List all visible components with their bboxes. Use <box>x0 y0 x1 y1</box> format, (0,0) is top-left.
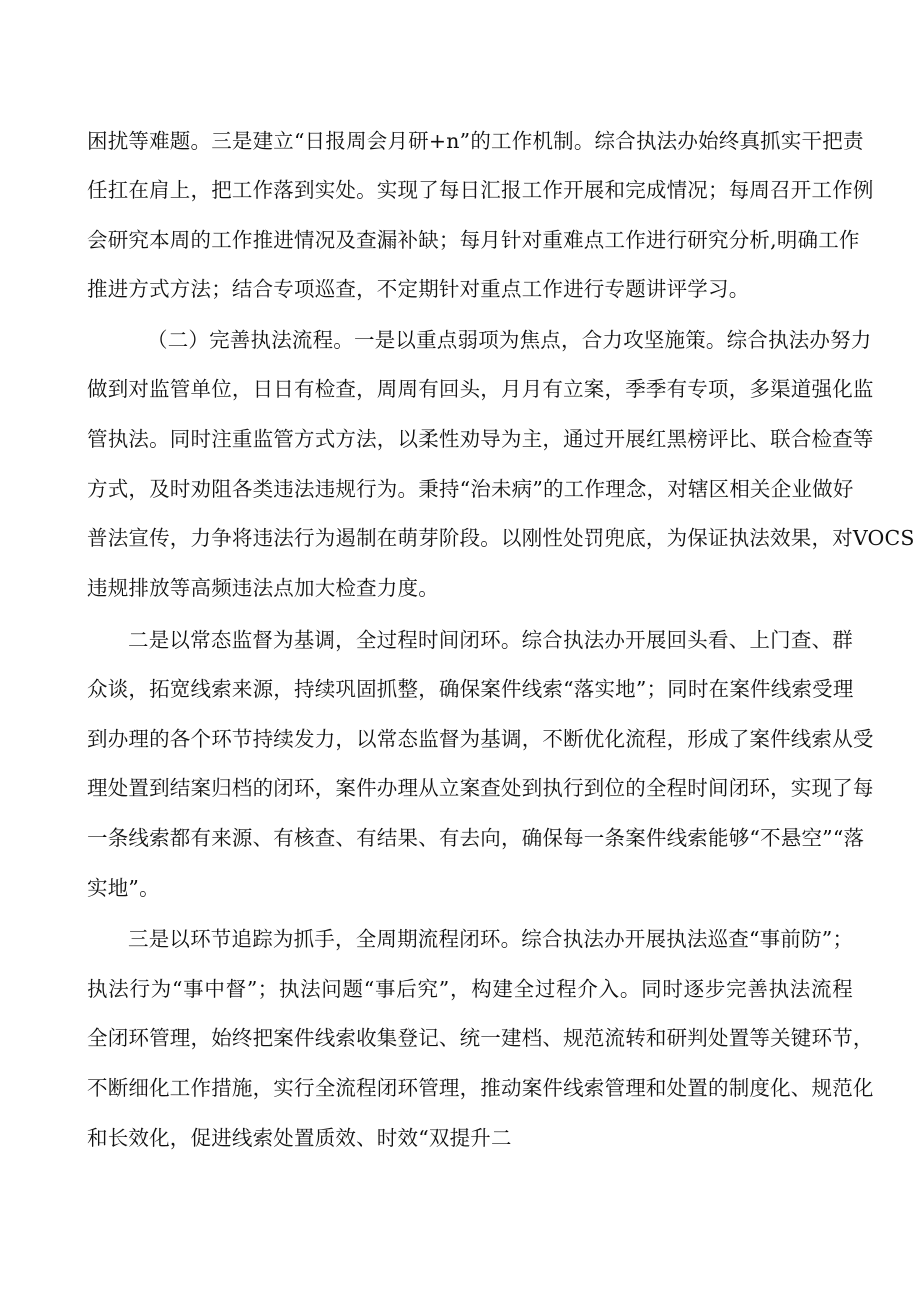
text-line: （二）完善执法流程。一是以重点弱项为焦点，合力攻坚施策。综合执法办努力 <box>147 328 872 352</box>
text-line: 普法宣传，力争将违法行为遏制在萌芽阶段。以刚性处罚兜底，为保证执法效果，对VOCS <box>87 526 915 550</box>
text-line: 不断细化工作措施，实行全流程闭环管理，推动案件线索管理和处置的制度化、规范化 <box>87 1076 874 1100</box>
text-line: 全闭环管理，始终把案件线索收集登记、统一建档、规范流转和研判处置等关键环节， <box>87 1026 874 1050</box>
text-line: 方式，及时劝阻各类违法违规行为。秉持“治未病”的工作理念，对辖区相关企业做好 <box>87 477 854 501</box>
text-line: 理处置到结案归档的闭环，案件办理从立案查处到执行到位的全程时间闭环，实现了每 <box>87 776 874 800</box>
text-line: 众谈，拓宽线索来源，持续巩固抓整，确保案件线索“落实地”；同时在案件线索受理 <box>87 677 854 701</box>
text-line: 一条线索都有来源、有核查、有结果、有去向，确保每一条案件线索能够“不悬空”“落 <box>87 826 865 850</box>
text-line: 违规排放等高频违法点加大检查力度。 <box>87 576 439 600</box>
text-line: 三是以环节追踪为抓手，全周期流程闭环。综合执法办开展执法巡查“事前防”； <box>128 927 854 951</box>
text-line: 和长效化，促进线索处置质效、时效“双提升二 <box>87 1126 512 1150</box>
text-line: 做到对监管单位，日日有检查，周周有回头，月月有立案，季季有专项，多渠道强化监 <box>87 377 874 401</box>
text-line: 实地”。 <box>87 876 160 900</box>
text-line: 会研究本周的工作推进情况及查漏补缺；每月针对重难点工作进行研究分析,明确工作 <box>87 228 860 252</box>
text-line: 执法行为“事中督”；执法问题“事后究”，构建全过程介入。同时逐步完善执法流程 <box>87 977 853 1001</box>
text-line: 困扰等难题。三是建立“日报周会月研+n”的工作机制。综合执法办始终真抓实干把责 <box>87 129 864 153</box>
text-line: 推进方式方法；结合专项巡查，不定期针对重点工作进行专题讲评学习。 <box>87 277 750 301</box>
text-line: 二是以常态监督为基调，全过程时间闭环。综合执法办开展回头看、上门查、群 <box>128 628 853 652</box>
text-line: 任扛在肩上，把工作落到实处。实现了每日汇报工作开展和完成情况；每周召开工作例 <box>87 178 874 202</box>
text-line: 管执法。同时注重监管方式方法，以柔性劝导为主，通过开展红黑榜评比、联合检查等 <box>87 427 874 451</box>
text-line: 到办理的各个环节持续发力，以常态监督为基调，不断优化流程，形成了案件线索从受 <box>87 727 874 751</box>
